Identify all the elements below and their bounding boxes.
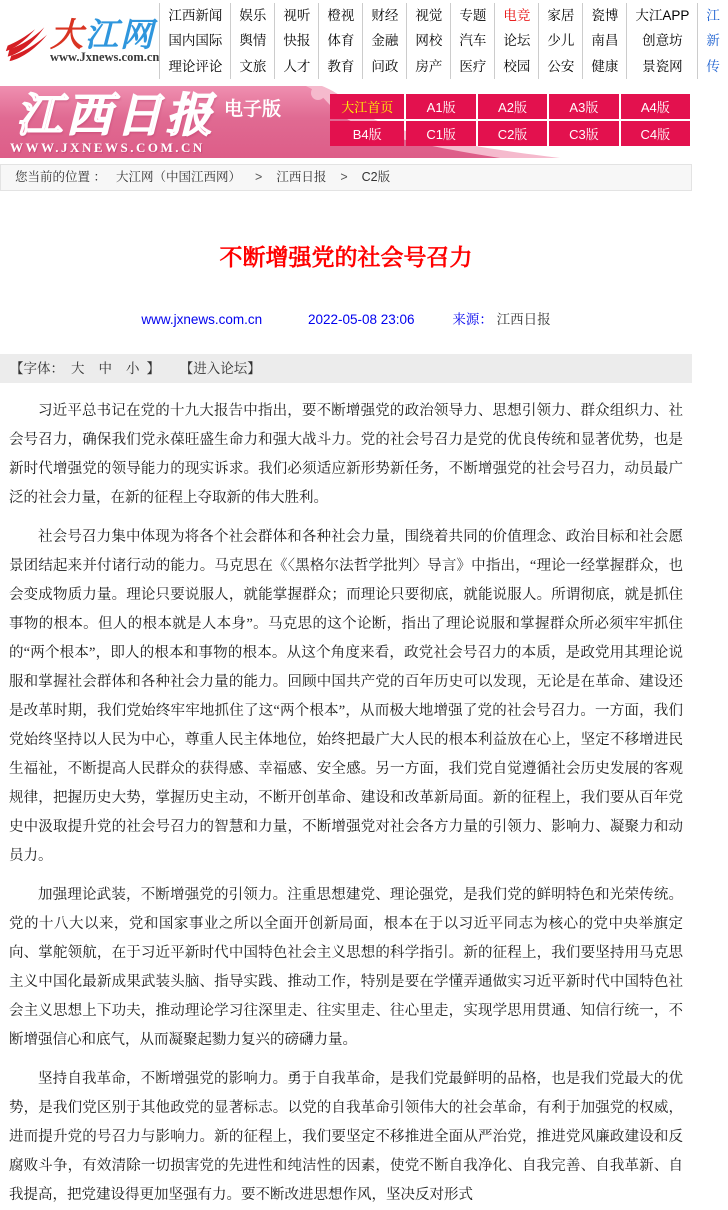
nav-column [159,3,230,79]
nav-column [626,3,697,79]
nav-item[interactable]: 江西新闻 [168,8,223,24]
logo-text [50,14,160,65]
nav-column [318,3,362,79]
nav-item[interactable]: 新 [706,33,720,49]
font-toolbar [0,354,692,383]
nav-column [230,3,274,79]
meta-source: 江西日报 [496,312,551,327]
enter-forum-link[interactable]: 【进入论坛】 [179,361,261,376]
nav-item[interactable]: 专题 [459,8,487,24]
site-logo[interactable] [0,0,159,82]
breadcrumb-separator: > [255,170,263,184]
font-label-close: 】 [146,361,160,376]
nav-item[interactable]: 问政 [371,58,399,74]
nav-item[interactable]: 财经 [371,8,399,24]
meta-datetime: 2022-05-08 23:06 [307,312,415,327]
page-link[interactable]: B4版 [330,121,404,146]
nav-column [362,3,406,79]
article-paragraph: 社会号召力集中体现为将各个社会群体和各种社会力量，围绕着共同的价值理念、政治目标和社会愿景团结起来并付诸行动的能力。马克思在《〈黑格尔法哲学批判〉导言》中指出，“理论一经掌握群众，也会变成物质力量。理论只要说服人，就能掌握群众；而理论只要彻底，就能说服人。所谓彻底，就是抓住事物的根本。但人的根本就是人本身”。马克思的这个论断，指出了理论说服和掌握群众所必须牢牢抓住的“两个根本”，即人的根本和事物的根本。从这个角度来看，政党社会号召力的本质，是政党用其理论说服和掌握社会群体和各种社会力量的能力。回顾中国共产党的百年历史可以发现，无论是在革命、建设还是改革时期，我们党始终牢牢地抓住了这“两个根本”，从而极大地增强了党的社会号召力。一方面，我们党始终坚持以人民为中心，尊重人民主体地位，始终把最广大人民的根本利益放在心上，坚定不移增进民生福祉，不断提高人民群众的获得感、幸福感、安全感。另一方面，我们党自觉遵循社会历史发展的客观规律，把握历史大势，掌握历史主动，不断开创革命、建设和改革新局面。新的征程上，我们要从百年党史中汲取提升党的社会号召力的智慧和力量，不断增强党对社会各方力量的引领力、影响力、凝聚力和动员力。 [9,529,683,864]
page-link[interactable]: C4版 [621,121,690,146]
nav-column [406,3,450,79]
breadcrumb-separator: > [340,170,348,184]
nav-item[interactable]: 网校 [415,33,443,49]
nav-item[interactable]: 娱乐 [239,8,267,24]
page-link[interactable]: A2版 [478,94,547,119]
breadcrumb-item[interactable]: C2版 [361,170,391,184]
meta-source-label: 来源： [452,312,493,327]
article-body [0,383,692,1210]
article-title: 不断增强党的社会号召力 [219,244,473,270]
nav-item[interactable]: 少儿 [547,33,575,49]
nav-item[interactable]: 瓷博 [591,8,619,24]
logo-url: www.Jxnews.com.cn [50,49,160,64]
nav-item[interactable]: 教育 [327,58,355,74]
paper-logo[interactable]: 江西日报 [16,88,216,142]
nav-item[interactable]: 医疗 [459,58,487,74]
nav-item[interactable]: 体育 [327,33,355,49]
font-size-option[interactable]: 小 [126,361,140,376]
page-link[interactable]: 大江首页 [330,94,404,119]
page-link[interactable]: A3版 [549,94,618,119]
nav-item[interactable]: 汽车 [459,33,487,49]
nav-item[interactable]: 视听 [283,8,311,24]
nav-item[interactable]: 公安 [547,58,575,74]
nav-item[interactable]: 论坛 [503,33,531,49]
breadcrumb [0,164,692,191]
masthead-banner [0,86,692,158]
nav-item[interactable]: 理论评论 [168,58,223,74]
nav-item[interactable]: 国内国际 [168,33,223,49]
nav-item[interactable]: 文旅 [239,58,267,74]
page-link[interactable]: C3版 [549,121,618,146]
nav-item[interactable]: 传 [706,58,720,74]
nav-item[interactable]: 房产 [415,58,443,74]
nav-column [582,3,626,79]
article-meta [0,308,692,328]
article-paragraph: 加强理论武装，不断增强党的引领力。注重思想建党、理论强党，是我们党的鲜明特色和光荣传统。党的十八大以来，党和国家事业之所以全面开创新局面，根本在于以习近平同志为核心的党中央举旗定向、掌舵领航，在于习近平新时代中国特色社会主义思想的科学指引。新的征程上，我们要坚持用马克思主义中国化最新成果武装头脑、指导实践、推动工作，特别是要在学懂弄通做实习近平新时代中国特色社会主义思想上下功夫，推动理论学习往深里走、往实里走、往心里走，实现学思用贯通、知信行统一，不断增强信心和底气，从而凝聚起勠力复兴的磅礴力量。 [9,887,683,1048]
page-link[interactable]: C2版 [478,121,547,146]
banner-url: WWW.JXNEWS.COM.CN [10,140,205,155]
page-link[interactable]: A4版 [621,94,690,119]
nav-item[interactable]: 电竞 [503,8,531,24]
logo-site-name: 大江网 [50,14,155,54]
font-size-option[interactable]: 大 [71,361,85,376]
edition-label: 电子版 [224,99,282,120]
nav-item[interactable]: 创意坊 [642,33,683,49]
logo-swoosh-icon [4,18,48,64]
article-paragraph: 坚持自我革命，不断增强党的影响力。勇于自我革命，是我们党最鲜明的品格，也是我们党最大的优势，是我们党区别于其他政党的显著标志。以党的自我革命引领伟大的社会革命，有利于加强党的权威，进而提升党的号召力与影响力。新的征程上，我们要坚定不移推进全面从严治党，推进党风廉政建设和反腐败斗争，有效清除一切损害党的先进性和纯洁性的因素，使党不断自我净化、自我完善、自我革新、自我提高，把党建设得更加坚强有力。要不断改进思想作风，坚决反对形式 [9,1071,683,1203]
nav-item[interactable]: 舆情 [239,33,267,49]
nav-item[interactable]: 金融 [371,33,399,49]
nav-item[interactable]: 大江APP [635,8,690,24]
breadcrumb-label: 您当前的位置 ： [15,170,106,184]
site-header [0,0,720,82]
nav-column [494,3,538,79]
nav-item[interactable]: 南昌 [591,33,619,49]
nav-item[interactable]: 校园 [503,58,531,74]
breadcrumb-item[interactable]: 江西日报 [276,170,327,184]
page-link[interactable]: A1版 [406,94,475,119]
nav-column [697,3,728,79]
nav-item[interactable]: 江 [706,8,720,24]
nav-item[interactable]: 快报 [283,33,311,49]
top-nav [159,0,728,82]
breadcrumb-item[interactable]: 大江网（中国江西网） [115,170,241,184]
article-paragraph: 习近平总书记在党的十九大报告中指出，要不断增强党的政治领导力、思想引领力、群众组织力、社会号召力，确保我们党永葆旺盛生命力和强大战斗力。党的社会号召力是党的优良传统和显著优势，也是新时代增强党的领导能力的现实诉求。我们必须适应新形势新任务，不断增强党的社会号召力，动员最广泛的社会力量，在新的征程上夺取新的伟大胜利。 [9,403,683,506]
meta-site-url[interactable]: www.jxnews.com.cn [141,312,263,327]
nav-item[interactable]: 视觉 [415,8,443,24]
nav-column [450,3,494,79]
nav-column [274,3,318,79]
nav-item[interactable]: 景瓷网 [642,58,683,74]
nav-item[interactable]: 人才 [283,58,311,74]
pages-table [328,92,692,148]
nav-item[interactable]: 健康 [591,58,619,74]
nav-item[interactable]: 家居 [547,8,575,24]
font-size-option[interactable]: 中 [98,361,112,376]
font-label: 【字体： [10,361,64,376]
nav-column [538,3,582,79]
nav-item[interactable]: 橙视 [327,8,355,24]
page-link[interactable]: C1版 [406,121,475,146]
